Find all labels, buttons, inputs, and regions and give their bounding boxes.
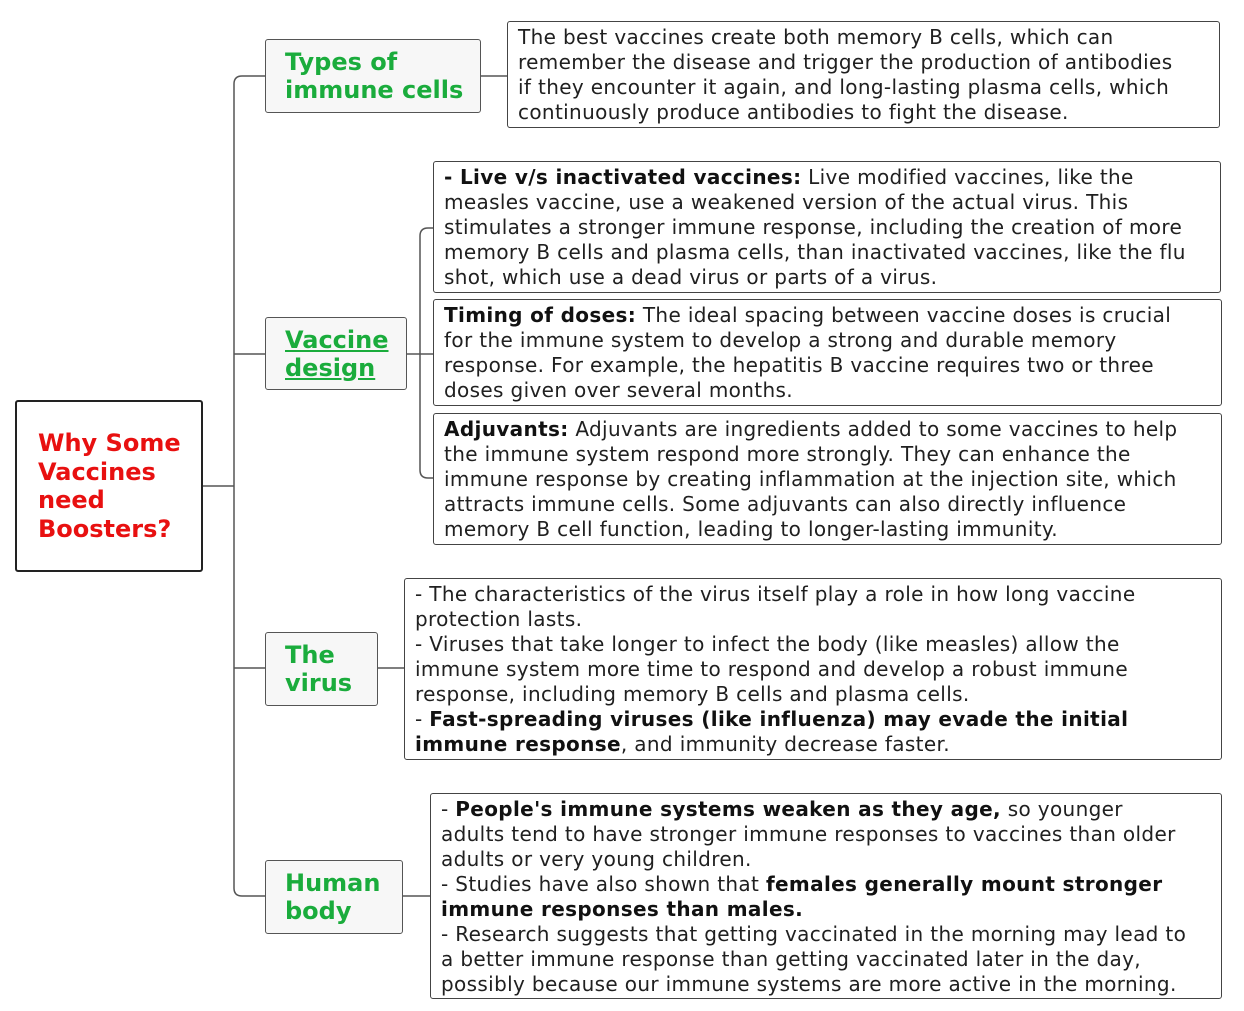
note-line: [441, 947, 1211, 972]
note-text: measles vaccine, use a weakened version of the actual virus. This: [444, 190, 1129, 214]
root-title-line: Boosters?: [38, 514, 172, 543]
note-text: Adjuvants are ingredients added to some vaccines to help: [568, 417, 1178, 441]
note-line: [444, 265, 1210, 290]
trunk-connector: [234, 76, 242, 896]
note-line: [444, 517, 1211, 542]
note-line: [444, 442, 1211, 467]
note-text: memory B cells and plasma cells, than inactivated vaccines, like the flu: [444, 240, 1186, 264]
note-types-of-immune-cells[interactable]: [507, 21, 1220, 128]
note-text: doses given over several months.: [444, 378, 793, 402]
branch-human-body[interactable]: [265, 860, 403, 934]
branch-label-line: Human: [285, 869, 381, 897]
root-title-line: need: [38, 486, 105, 514]
note-line: [444, 328, 1211, 353]
note-text: immune system more time to respond and develop a robust immune: [415, 657, 1128, 681]
note-line: [441, 847, 1211, 872]
note-text: -: [415, 707, 430, 731]
branch-label-line: immune cells: [285, 76, 464, 104]
note-text: a better immune response than getting vaccinated later in the day,: [441, 947, 1142, 971]
note-text: adults or very young children.: [441, 847, 752, 871]
note-bold-text: females generally mount stronger: [765, 872, 1163, 896]
note-text: - Studies have also shown that: [441, 872, 766, 896]
note-line: [441, 872, 1211, 897]
note-line: [415, 682, 1211, 707]
note-text: continuously produce antibodies to fight the disease.: [518, 100, 1069, 124]
note-text: remember the disease and trigger the production of antibodies: [518, 50, 1173, 74]
note-line: [518, 75, 1209, 100]
note-bold-text: immune response: [415, 732, 621, 756]
note-text: possibly because our immune systems are more active in the morning.: [441, 972, 1177, 996]
branch-label-line: Types of: [285, 48, 398, 76]
note-bracket-vaccine-design: [420, 228, 433, 478]
branch-types-of-immune-cells[interactable]: [265, 39, 481, 113]
note-human-body[interactable]: [430, 793, 1222, 999]
note-text: - Research suggests that getting vaccinated in the morning may lead to: [441, 922, 1187, 946]
note-text: the immune system respond more strongly. They can enhance the: [444, 442, 1131, 466]
branch-label-line: body: [285, 897, 352, 925]
branch-the-virus[interactable]: [265, 632, 378, 706]
note-text: adults tend to have stronger immune responses to vaccines than older: [441, 822, 1176, 846]
note-line: [415, 607, 1211, 632]
note-text: for the immune system to develop a strong and durable memory: [444, 328, 1117, 352]
note-line: [415, 657, 1211, 682]
branch-label-hyperlink[interactable]: [285, 326, 389, 382]
note-line: [441, 897, 1211, 922]
note-text: The ideal spacing between vaccine doses is crucial: [636, 303, 1172, 327]
note-line: [441, 922, 1211, 947]
note-line: [444, 190, 1210, 215]
note-text: response, including memory B cells and plasma cells.: [415, 682, 970, 706]
note-the-virus[interactable]: [404, 578, 1222, 760]
note-line: [444, 492, 1211, 517]
root-title-line: Why Some: [38, 429, 181, 457]
note-line: [415, 632, 1211, 657]
note-text: if they encounter it again, and long-lasting plasma cells, which: [518, 75, 1170, 99]
note-text: memory B cell function, leading to longer-lasting immunity.: [444, 517, 1058, 541]
note-line: [441, 822, 1211, 847]
note-line: [415, 582, 1211, 607]
root-title: [38, 429, 181, 543]
note-text: immune response by creating inflammation at the injection site, which: [444, 467, 1177, 491]
note-line: [415, 732, 1211, 757]
note-line: [444, 353, 1211, 378]
note-bold-text: People's immune systems weaken as they age,: [455, 797, 1002, 821]
note-bold-text: Timing of doses:: [444, 303, 637, 327]
note-line: [518, 25, 1209, 50]
note-adjuvants[interactable]: [433, 413, 1222, 545]
branch-label-line: The: [285, 641, 335, 669]
note-text: attracts immune cells. Some adjuvants can also directly influence: [444, 492, 1127, 516]
note-text: shot, which use a dead virus or parts of a virus.: [444, 265, 938, 289]
root-title-line: Vaccines: [38, 457, 156, 486]
note-line: [441, 797, 1211, 822]
note-text: The best vaccines create both memory B cells, which can: [518, 25, 1114, 49]
note-text: - The characteristics of the virus itself play a role in how long vaccine: [415, 582, 1136, 606]
branch-label: [285, 869, 380, 925]
note-line: [415, 707, 1211, 732]
branch-label: [285, 641, 352, 697]
branch-vaccine-design[interactable]: [265, 317, 407, 390]
note-timing-of-doses[interactable]: [433, 299, 1222, 406]
branch-label-line: virus: [285, 669, 353, 697]
note-line: [518, 50, 1209, 75]
note-bold-text: - Live v/s inactivated vaccines:: [444, 165, 802, 189]
note-line: [444, 240, 1210, 265]
note-text: protection lasts.: [415, 607, 583, 631]
note-line: [444, 378, 1211, 403]
note-text: Live modified vaccines, like the: [801, 165, 1134, 189]
branch-label-line: Vaccine: [285, 325, 389, 354]
branch-label: [285, 48, 463, 104]
note-line: [444, 165, 1210, 190]
note-line: [444, 417, 1211, 442]
note-line: [444, 467, 1211, 492]
note-line: [518, 100, 1209, 125]
note-bold-text: immune responses than males.: [441, 897, 804, 921]
note-text: response. For example, the hepatitis B vaccine requires two or three: [444, 353, 1154, 377]
note-live-vs-inactivated[interactable]: [433, 161, 1221, 293]
note-text: - Viruses that take longer to infect the body (like measles) allow the: [415, 632, 1120, 656]
note-text: stimulates a stronger immune response, including the creation of more: [444, 215, 1183, 239]
note-line: [441, 972, 1211, 997]
note-text: so younger: [1001, 797, 1123, 821]
note-text: , and immunity decrease faster.: [620, 732, 950, 756]
note-line: [444, 215, 1210, 240]
note-bold-text: Fast-spreading viruses (like influenza) may evade the initial: [429, 707, 1129, 731]
note-text: -: [441, 797, 456, 821]
root-topic[interactable]: [15, 400, 203, 572]
note-bold-text: Adjuvants:: [444, 417, 569, 441]
note-line: [444, 303, 1211, 328]
branch-label-line: design: [285, 353, 376, 382]
